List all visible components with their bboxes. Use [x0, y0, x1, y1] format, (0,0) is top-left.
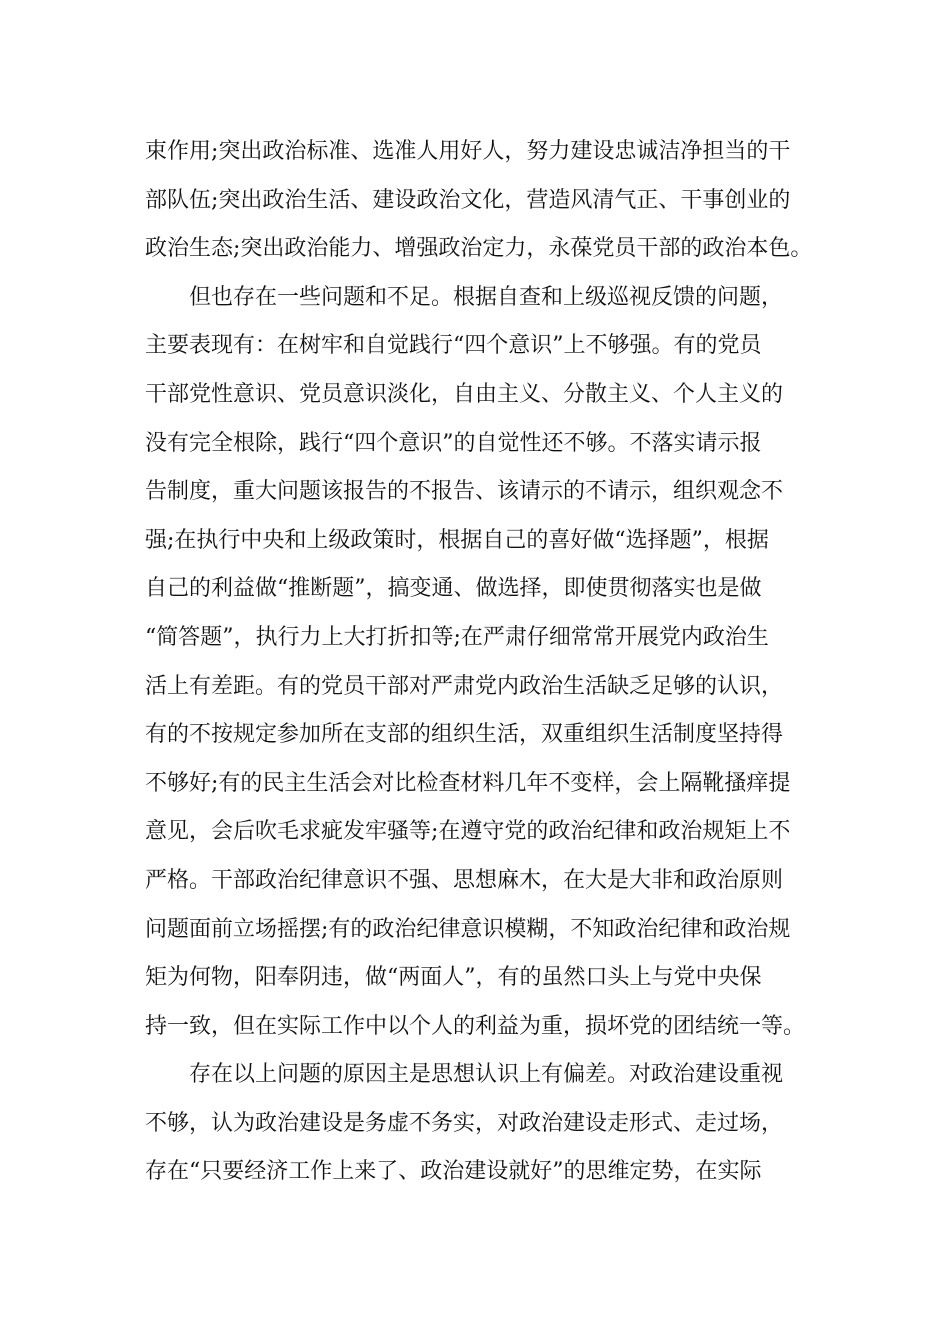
- text-line: 干部党性意识、党员意识淡化，自由主义、分散主义、个人主义的: [145, 381, 784, 407]
- text-line: 告制度，重大问题该报告的不报告、该请示的不请示，组织观念不: [145, 479, 784, 505]
- text-line: 严格。干部政治纪律意识不强、思想麻木，在大是大非和政治原则: [145, 867, 784, 893]
- text-line: 不够好;有的民主生活会对比检查材料几年不变样，会上隔靴搔痒提: [145, 770, 791, 796]
- text-line: “简答题”，执行力上大打折扣等;在严肃仔细常常开展党内政治生: [145, 624, 769, 650]
- text-line: 矩为何物，阳奉阴违，做“两面人”，有的虽然口头上与党中央保: [145, 965, 762, 991]
- text-line: 意见，会后吹毛求疵发牢骚等;在遵守党的政治纪律和政治规矩上不: [145, 819, 791, 845]
- text-line: 强;在执行中央和上级政策时，根据自己的喜好做“选择题”，根据: [145, 527, 769, 553]
- paragraph-start-line: 存在以上问题的原因主是思想认识上有偏差。对政治建设重视: [189, 1062, 784, 1088]
- text-line: 持一致，但在实际工作中以个人的利益为重，损坏党的团结统一等。: [145, 1013, 806, 1039]
- text-line: 活上有差距。有的党员干部对严肃党内政治生活缺乏足够的认识，: [145, 673, 784, 699]
- text-line: 问题面前立场摇摆;有的政治纪律意识模糊，不知政治纪律和政治规: [145, 916, 791, 942]
- paragraph-start-line: 但也存在一些问题和不足。根据自查和上级巡视反馈的问题，: [189, 284, 784, 310]
- text-line: 政治生态;突出政治能力、增强政治定力，永葆党员干部的政治本色。: [145, 236, 813, 262]
- text-line: 有的不按规定参加所在支部的组织生活，双重组织生活制度坚持得: [145, 722, 784, 748]
- document-body: [145, 128, 815, 1197]
- text-line: 不够，认为政治建设是务虚不务实，对政治建设走形式、走过场，: [145, 1110, 784, 1136]
- text-line: 主要表现有：在树牢和自觉践行“四个意识”上不够强。有的党员: [145, 333, 762, 359]
- text-line: 束作用;突出政治标准、选准人用好人，努力建设忠诚洁净担当的干: [145, 139, 791, 164]
- text-line: 存在“只要经济工作上来了、政治建设就好”的思维定势，在实际: [145, 1159, 762, 1185]
- text-line: 没有完全根除，践行“四个意识”的自觉性还不够。不落实请示报: [145, 430, 762, 456]
- text-line: 部队伍;突出政治生活、建设政治文化，营造风清气正、干事创业的: [145, 187, 791, 213]
- text-line: 自己的利益做“推断题”，搞变通、做选择，即使贯彻落实也是做: [145, 576, 762, 602]
